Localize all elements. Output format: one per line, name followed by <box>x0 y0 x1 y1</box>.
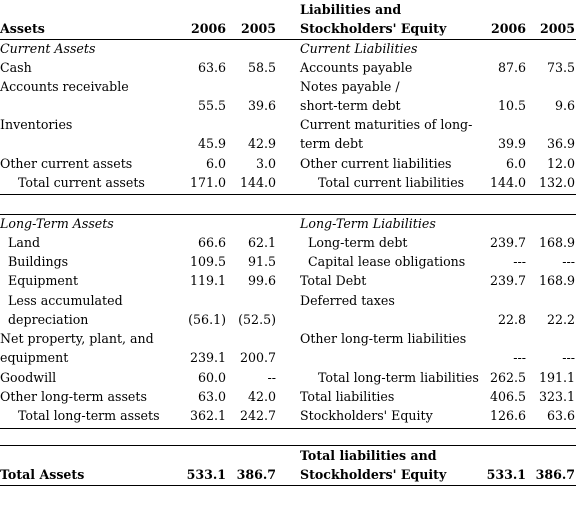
left-label2-11: equipment <box>0 350 69 365</box>
header-rule <box>0 39 576 40</box>
left-value-2006-15: 533.1 <box>186 467 226 482</box>
long-term-section-bottom-rule <box>0 428 576 429</box>
year-2005-header-right: 2005 <box>539 21 575 36</box>
left-value-2006-8: 109.5 <box>189 254 226 269</box>
right-label-13: Total liabilities <box>300 389 395 404</box>
right-value-2005-7: 168.9 <box>538 235 575 250</box>
left-label-15: Total Assets <box>0 467 85 482</box>
left-value-2006-13: 63.0 <box>197 389 226 404</box>
right-label-8: Capital lease obligations <box>308 254 466 269</box>
left-value-2006-12: 60.0 <box>197 370 226 385</box>
left-label-1: Cash <box>0 60 32 75</box>
right-value-2006-3: 39.9 <box>497 136 526 151</box>
right-value-2005-4: 12.0 <box>546 156 575 171</box>
right-label2-15: Stockholders' Equity <box>300 467 447 482</box>
left-value-2006-1: 63.6 <box>197 60 226 75</box>
right-label-4: Other current liabilities <box>300 156 452 171</box>
left-label-5: Total current assets <box>18 175 145 190</box>
left-value-2006-4: 6.0 <box>205 156 226 171</box>
left-label-11: Net property, plant, and <box>0 331 154 346</box>
right-label-11: Other long-term liabilities <box>300 331 467 346</box>
liabilities-header-line1: Liabilities and <box>300 2 402 17</box>
assets-header: Assets <box>0 21 45 36</box>
liabilities-header-line2: Stockholders' Equity <box>300 21 447 36</box>
left-label-6: Long-Term Assets <box>0 216 114 231</box>
left-value-2006-3: 45.9 <box>197 136 226 151</box>
year-2005-header-left: 2005 <box>240 21 276 36</box>
left-value-2005-11: 200.7 <box>239 350 276 365</box>
left-value-2006-14: 362.1 <box>189 408 226 423</box>
right-value-2006-13: 406.5 <box>489 389 526 404</box>
right-label-1: Accounts payable <box>300 60 413 75</box>
left-label-14: Total long-term assets <box>18 408 160 423</box>
right-label-10: Deferred taxes <box>300 293 395 308</box>
left-value-2005-7: 62.1 <box>247 235 276 250</box>
totals-bottom-rule <box>0 485 576 486</box>
right-label-0: Current Liabilities <box>300 41 418 56</box>
left-label-10: Less accumulated <box>8 293 123 308</box>
right-value-2006-7: 239.7 <box>489 235 526 250</box>
right-value-2005-5: 132.0 <box>538 175 575 190</box>
right-value-2006-9: 239.7 <box>489 273 526 288</box>
left-value-2006-5: 171.0 <box>189 175 226 190</box>
left-value-2005-2: 39.6 <box>247 98 276 113</box>
right-value-2006-4: 6.0 <box>505 156 526 171</box>
left-label-9: Equipment <box>8 273 79 288</box>
right-label-7: Long-term debt <box>308 235 408 250</box>
right-value-2005-8: --- <box>562 254 575 269</box>
right-value-2005-13: 323.1 <box>538 389 575 404</box>
right-value-2005-3: 36.9 <box>546 136 575 151</box>
left-value-2005-12: -- <box>267 370 276 385</box>
right-label-12: Total long-term liabilities <box>318 370 479 385</box>
right-label-5: Total current liabilities <box>318 175 465 190</box>
year-2006-header-left: 2006 <box>190 21 226 36</box>
right-value-2006-14: 126.6 <box>489 408 526 423</box>
right-label-15: Total liabilities and <box>300 448 437 463</box>
right-label2-2: short-term debt <box>300 98 401 113</box>
left-value-2005-1: 58.5 <box>247 60 276 75</box>
left-value-2005-5: 144.0 <box>239 175 276 190</box>
right-label-14: Stockholders' Equity <box>300 408 433 423</box>
left-label-7: Land <box>8 235 41 250</box>
left-value-2006-9: 119.1 <box>189 273 226 288</box>
left-value-2005-13: 42.0 <box>247 389 276 404</box>
left-value-2005-4: 3.0 <box>255 156 276 171</box>
left-value-2005-9: 99.6 <box>247 273 276 288</box>
year-2006-header-right: 2006 <box>490 21 526 36</box>
left-label-3: Inventories <box>0 117 73 132</box>
left-value-2006-7: 66.6 <box>197 235 226 250</box>
left-label-4: Other current assets <box>0 156 133 171</box>
right-value-2005-14: 63.6 <box>546 408 575 423</box>
right-value-2006-1: 87.6 <box>497 60 526 75</box>
right-value-2005-10: 22.2 <box>546 312 575 327</box>
right-label-3: Current maturities of long- <box>300 117 473 132</box>
right-label-6: Long-Term Liabilities <box>300 216 436 231</box>
right-label-2: Notes payable / <box>300 79 400 94</box>
left-label-0: Current Assets <box>0 41 96 56</box>
right-value-2005-2: 9.6 <box>554 98 575 113</box>
left-label-8: Buildings <box>8 254 69 269</box>
left-value-2005-8: 91.5 <box>247 254 276 269</box>
left-label2-10: depreciation <box>8 312 89 327</box>
right-value-2006-15: 533.1 <box>486 467 526 482</box>
right-value-2006-2: 10.5 <box>497 98 526 113</box>
right-value-2006-12: 262.5 <box>489 370 526 385</box>
left-value-2005-14: 242.7 <box>239 408 276 423</box>
left-value-2006-11: 239.1 <box>189 350 226 365</box>
left-label-12: Goodwill <box>0 370 57 385</box>
right-label-9: Total Debt <box>300 273 367 288</box>
right-value-2005-11: --- <box>562 350 575 365</box>
right-value-2005-12: 191.1 <box>538 370 575 385</box>
totals-top-rule <box>0 445 576 446</box>
left-value-2005-10: (52.5) <box>238 312 276 327</box>
right-value-2006-10: 22.8 <box>497 312 526 327</box>
left-label-2: Accounts receivable <box>0 79 129 94</box>
right-label2-3: term debt <box>300 136 364 151</box>
left-value-2006-10: (56.1) <box>188 312 226 327</box>
right-value-2006-8: --- <box>513 254 526 269</box>
right-value-2006-11: --- <box>513 350 526 365</box>
right-value-2005-9: 168.9 <box>538 273 575 288</box>
right-value-2006-5: 144.0 <box>489 175 526 190</box>
long-term-section-top-rule <box>0 214 576 215</box>
left-value-2005-15: 386.7 <box>236 467 276 482</box>
left-value-2005-3: 42.9 <box>247 136 276 151</box>
right-value-2005-15: 386.7 <box>535 467 575 482</box>
right-value-2005-1: 73.5 <box>546 60 575 75</box>
left-value-2006-2: 55.5 <box>197 98 226 113</box>
left-label-13: Other long-term assets <box>0 389 147 404</box>
current-section-rule <box>0 194 576 195</box>
